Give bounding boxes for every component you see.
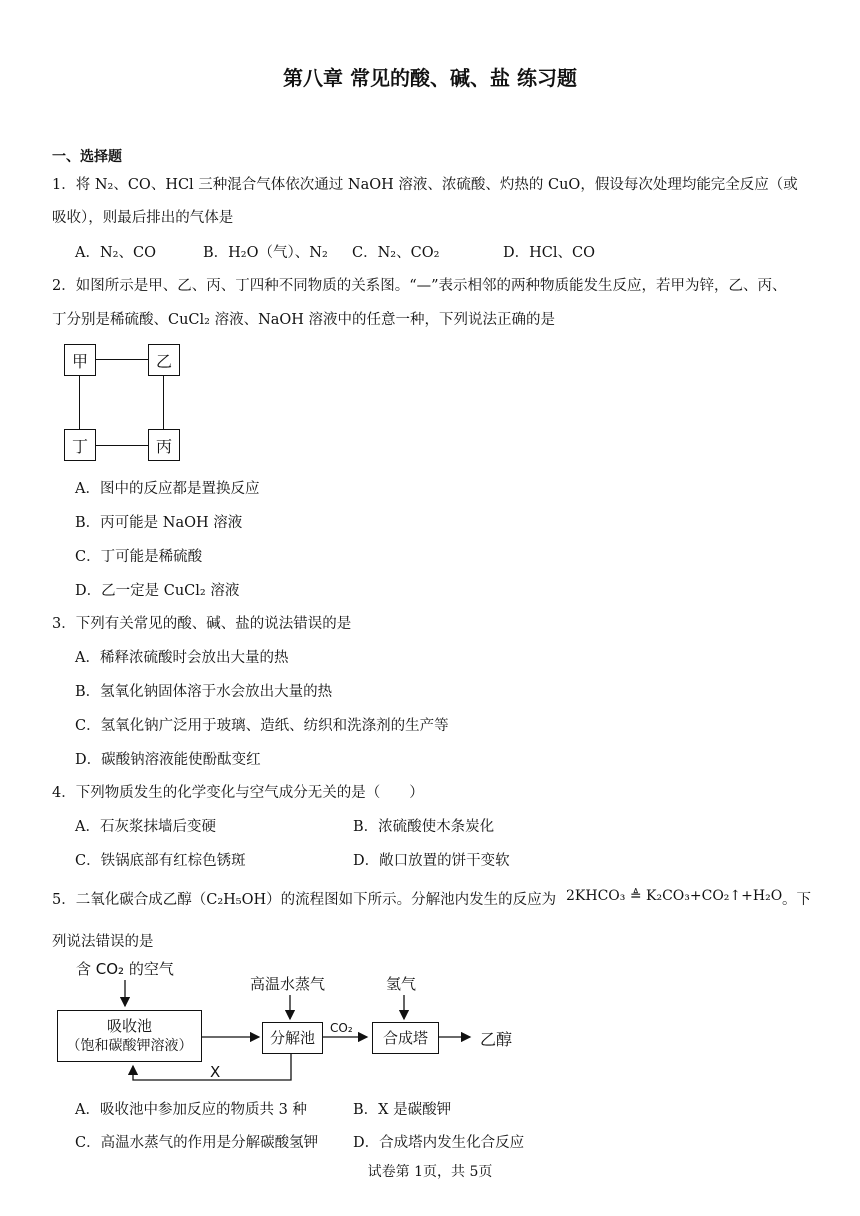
q1-option-a: A．N₂、CO [75,245,156,261]
q3-option-a: A．稀释浓硫酸时会放出大量的热 [75,650,289,666]
flow-x-label: X [210,1063,221,1081]
q4-option-c: C．铁锅底部有红棕色锈斑 [75,853,246,869]
q5-stem-line2: 列说法错误的是 [52,934,154,950]
q5-option-c: C．高温水蒸气的作用是分解碳酸氢钾 [75,1135,319,1151]
node-ding: 丁 [64,429,96,461]
flow-ethanol-label: 乙醇 [480,1030,513,1049]
flow-steam-label: 高温水蒸气 [250,975,326,993]
flow-synth-tower: 合成塔 [372,1022,439,1054]
q2-option-a: A．图中的反应都是置换反应 [75,481,260,497]
q4-option-b: B．浓硫酸使木条炭化 [353,819,495,835]
q5-option-a: A．吸收池中参加反应的物质共 3 种 [75,1102,307,1118]
q1-option-b: B．H₂O（气）、N₂ [203,245,328,261]
q5-stem-line1-end: 。下 [782,892,811,908]
q2-stem-line1: 2．如图所示是甲、乙、丙、丁四种不同物质的关系图。“—”表示相邻的两种物质能发生反应，若甲为锌，乙、丙、 [52,278,787,294]
q5-equation: 2KHCO₃ ≜ K₂CO₃+CO₂↑+H₂O [566,888,783,904]
q5-option-d: D．合成塔内发生化合反应 [353,1135,525,1151]
flow-decompose-tank: 分解池 [262,1022,323,1054]
q2-option-d: D．乙一定是 CuCl₂ 溶液 [75,583,240,599]
q5-stem-line1: 5．二氧化碳合成乙醇（C₂H₅OH）的流程图如下所示。分解池内发生的反应为 [52,892,557,908]
absorb-title: 吸收池 [106,1017,152,1035]
q1-option-d: D．HCl、CO [503,245,595,261]
q1-option-c: C．N₂、CO₂ [352,245,440,261]
flow-hydrogen-label: 氢气 [386,975,417,993]
node-yi: 乙 [148,344,180,376]
q4-stem: 4．下列物质发生的化学变化与空气成分无关的是（ ） [52,785,424,801]
q5-option-b: B．X 是碳酸钾 [353,1102,452,1118]
q2-option-b: B．丙可能是 NaOH 溶液 [75,515,243,531]
q4-option-a: A．石灰浆抹墙后变硬 [75,819,216,835]
section-heading: 一、选择题 [52,149,122,165]
page-footer: 试卷第 1页，共 5页 [367,1164,493,1180]
q2-option-c: C．丁可能是稀硫酸 [75,549,203,565]
flow-absorb-tank [57,1010,202,1062]
absorb-subtitle: （饱和碳酸钾溶液） [66,1038,193,1054]
q1-stem-line2: 吸收），则最后排出的气体是 [52,210,234,226]
q1-stem-line1: 1．将 N₂、CO、HCl 三种混合气体依次通过 NaOH 溶液、浓硫酸、灼热的 CuO，假设每次处理均能完全反应（或 [52,177,798,193]
q4-option-d: D．敞口放置的饼干变软 [353,853,510,869]
q2-stem-line2: 丁分别是稀硫酸、CuCl₂ 溶液、NaOH 溶液中的任意一种，下列说法正确的是 [52,312,556,328]
q3-option-b: B．氢氧化钠固体溶于水会放出大量的热 [75,684,333,700]
node-bing: 丙 [148,429,180,461]
flow-input-air: 含 CO₂ 的空气 [76,960,174,978]
q3-option-c: C．氢氧化钠广泛用于玻璃、造纸、纺织和洗涤剂的生产等 [75,718,449,734]
page-title: 第八章 常见的酸、碱、盐 练习题 [283,66,577,90]
q3-option-d: D．碳酸钠溶液能使酚酞变红 [75,752,261,768]
q3-stem: 3．下列有关常见的酸、碱、盐的说法错误的是 [52,616,352,632]
flow-co2-label: CO₂ [330,1021,353,1035]
node-jia: 甲 [64,344,96,376]
